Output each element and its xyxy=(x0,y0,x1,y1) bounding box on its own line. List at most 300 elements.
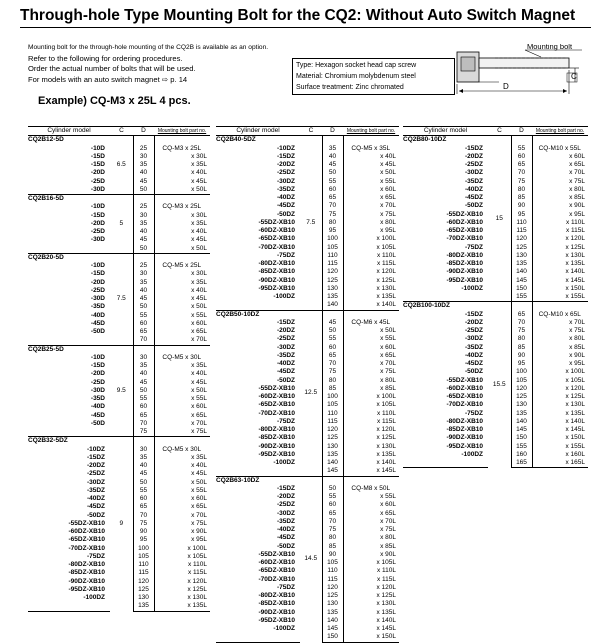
cylinder-model-cell: -95DZ-XB10 xyxy=(258,284,295,292)
d-dimension-cell: 120 xyxy=(511,235,532,243)
d-dimension-cell: 80 xyxy=(322,534,343,542)
bolt-part-cell: x 40L xyxy=(154,462,210,470)
cylinder-model-cell: -70DZ-XB10 xyxy=(446,235,483,243)
cylinder-model-cell: -20DZ xyxy=(464,318,483,326)
cylinder-model-cell: -100DZ xyxy=(461,450,483,458)
bolt-part-cell: x 35L xyxy=(154,220,210,228)
bolt-part-cell: x 110L xyxy=(154,561,210,569)
d-dimension-cell: 115 xyxy=(322,418,343,426)
d-dimension-cell: 35 xyxy=(133,220,154,228)
cylinder-model-cell: -25DZ xyxy=(276,169,295,177)
bolt-part-cell: x 145L xyxy=(343,467,399,476)
cylinder-model-cell: -95DZ-XB10 xyxy=(446,442,483,450)
d-dimension-cell: 125 xyxy=(322,277,343,285)
d-dimension-cell: 65 xyxy=(511,161,532,169)
d-dimension-cell: 45 xyxy=(133,470,154,478)
d-dimension-cell: 150 xyxy=(511,285,532,293)
d-dimension-cell: 35 xyxy=(133,161,154,169)
c-dimension-cell: 15.5 xyxy=(488,302,511,468)
d-dimension-cell: 40 xyxy=(133,169,154,177)
header-d: D xyxy=(322,127,343,136)
cylinder-model-cell: -45DZ xyxy=(276,534,295,542)
cylinder-model-cell: CQ2B63-10DZ xyxy=(216,476,300,485)
d-dimension-cell: 130 xyxy=(511,401,532,409)
cylinder-model-cell: -60DZ-XB10 xyxy=(258,227,295,234)
bolt-part-cell: x 40L xyxy=(154,287,210,295)
cylinder-model-cell: -40DZ xyxy=(86,495,105,502)
cylinder-model-cell: -10D xyxy=(90,144,105,152)
d-dimension-cell: 40 xyxy=(322,153,343,161)
cylinder-model-cell: -30DZ xyxy=(86,478,105,486)
bolt-part-cell: x 120L xyxy=(532,235,588,243)
d-dimension-cell: 135 xyxy=(511,260,532,268)
cylinder-model-cell: -10D xyxy=(90,353,105,361)
d-dimension-cell: 80 xyxy=(511,186,532,194)
d-dimension-cell: 55 xyxy=(133,395,154,403)
bolt-part-cell: x 100L xyxy=(154,545,210,553)
d-dimension-cell: 65 xyxy=(322,510,343,518)
d-dimension-cell: 145 xyxy=(322,467,343,476)
d-dimension-cell: 35 xyxy=(133,279,154,287)
d-dimension-cell: 65 xyxy=(511,311,532,319)
bolt-part-cell: x 70L xyxy=(532,319,588,327)
cylinder-model-cell xyxy=(28,336,110,345)
d-dimension-cell: 135 xyxy=(322,293,343,301)
bolt-part-cell xyxy=(154,136,210,145)
bolt-part-cell: x 65L xyxy=(154,328,210,336)
order-example: Example) CQ-M3 x 25L 4 pcs. xyxy=(38,95,191,107)
bolt-part-cell xyxy=(154,345,210,354)
cylinder-model-cell: CQ2B25-5D xyxy=(28,345,110,354)
cylinder-model-cell: -100DZ xyxy=(83,594,105,601)
bolt-part-cell: x 115L xyxy=(154,569,210,577)
bolt-part-cell: x 130L xyxy=(343,600,399,608)
d-dimension-cell: 100 xyxy=(322,393,343,401)
d-dimension-cell: 100 xyxy=(511,368,532,376)
cylinder-model-cell: -40DZ xyxy=(276,194,295,201)
bolt-part-cell: x 65L xyxy=(343,194,399,202)
d-dimension-cell: 60 xyxy=(511,153,532,161)
cylinder-model-cell: -80DZ-XB10 xyxy=(258,260,295,267)
cylinder-model-cell: -35DZ xyxy=(276,185,295,193)
cylinder-model-cell: -45DZ xyxy=(276,202,295,210)
cylinder-model-cell: CQ2B16-5D xyxy=(28,195,110,204)
bolt-part-cell: CQ-M10 x 55L xyxy=(532,145,588,153)
cylinder-model-cell: -40DZ xyxy=(276,526,295,533)
d-dimension-cell: 105 xyxy=(133,553,154,561)
header-c: C xyxy=(300,127,322,136)
intro-line: For models with an auto switch magnet ⇨ p. 14 xyxy=(28,74,188,84)
cylinder-model-cell: -35DZ xyxy=(464,343,483,351)
bolt-part-cell: x 70L xyxy=(532,169,588,177)
d-dimension-cell: 145 xyxy=(511,426,532,434)
bolt-part-cell: x 135L xyxy=(343,609,399,617)
bolt-part-cell: x 45L xyxy=(343,161,399,169)
d-dimension-cell: 125 xyxy=(322,592,343,600)
d-dimension-cell: 30 xyxy=(133,354,154,362)
d-dimension-cell: 55 xyxy=(133,487,154,495)
bolt-part-cell: x 75L xyxy=(532,327,588,335)
d-dimension-cell: 110 xyxy=(322,252,343,260)
cylinder-model-cell: -10DZ xyxy=(86,445,105,453)
cylinder-model-cell: -95DZ-XB10 xyxy=(258,450,295,458)
bolt-part-cell: x 135L xyxy=(532,260,588,268)
bolt-part-cell: CQ-M5 x 35L xyxy=(343,145,399,153)
bolt-part-cell: x 90L xyxy=(532,352,588,360)
bolt-part-cell: x 35L xyxy=(154,279,210,287)
bolt-part-cell: x 55L xyxy=(154,312,210,320)
cylinder-model-cell: -55DZ-XB10 xyxy=(68,519,105,527)
bolt-part-cell: x 120L xyxy=(343,268,399,276)
d-dimension-cell: 155 xyxy=(511,443,532,451)
bolt-part-cell: x 145L xyxy=(532,426,588,434)
d-dimension-cell: 130 xyxy=(322,443,343,451)
bolt-part-cell: x 130L xyxy=(343,443,399,451)
d-dimension-cell: 40 xyxy=(133,287,154,295)
cylinder-model-cell: -35D xyxy=(90,303,105,311)
bolt-part-cell: x 110L xyxy=(343,410,399,418)
bolt-part-cell: x 150L xyxy=(532,434,588,442)
d-dimension-cell xyxy=(322,310,343,319)
cylinder-model-cell: -80DZ-XB10 xyxy=(446,417,483,425)
d-dimension-cell: 125 xyxy=(322,434,343,442)
cylinder-model-cell: -50D xyxy=(90,328,105,335)
d-dimension-cell: 120 xyxy=(322,426,343,434)
d-dimension-cell: 90 xyxy=(511,202,532,210)
bolt-part-cell: x 55L xyxy=(154,487,210,495)
c-dimension-cell: 6.5 xyxy=(110,136,133,195)
bolt-part-cell: x 35L xyxy=(154,454,210,462)
d-dimension-cell xyxy=(322,136,343,145)
cylinder-model-cell: -25D xyxy=(90,177,105,185)
c-dimension-cell: 15 xyxy=(488,136,511,302)
bolt-part-cell: x 65L xyxy=(343,352,399,360)
cylinder-model-cell: -25DZ xyxy=(276,501,295,509)
d-dimension-cell: 45 xyxy=(322,161,343,169)
d-dimension-cell: 110 xyxy=(322,410,343,418)
bolt-part-cell: x 30L xyxy=(154,153,210,161)
bolt-part-cell: x 110L xyxy=(343,252,399,260)
bolt-part-cell: x 140L xyxy=(343,301,399,310)
d-dimension-cell: 30 xyxy=(133,446,154,454)
cylinder-model-cell: -65DZ-XB10 xyxy=(258,401,295,409)
d-dimension-cell: 50 xyxy=(133,245,154,254)
cylinder-model-cell: -50DZ xyxy=(276,210,295,218)
table-row xyxy=(28,253,210,262)
d-dimension-cell: 105 xyxy=(322,244,343,252)
bolt-part-cell: x 45L xyxy=(154,295,210,303)
header-d: D xyxy=(133,127,154,136)
d-dimension-cell: 30 xyxy=(133,212,154,220)
cylinder-model-cell: -30DZ xyxy=(464,169,483,177)
cylinder-model-cell: -90DZ-XB10 xyxy=(446,268,483,276)
bolt-part-cell: x 50L xyxy=(343,169,399,177)
bolt-part-cell: x 65L xyxy=(343,510,399,518)
cylinder-model-cell: CQ2B80-10DZ xyxy=(403,136,488,145)
spec-surface: Surface treatment: Zinc chromated xyxy=(296,84,404,91)
cylinder-model-cell: -20DZ xyxy=(276,493,295,500)
bolt-part-cell: x 120L xyxy=(343,584,399,592)
d-dimension-cell: 90 xyxy=(133,528,154,536)
mounting-bolt-diagram xyxy=(455,44,585,100)
bolt-part-cell: x 145L xyxy=(343,625,399,633)
c-dimension-cell: 7.5 xyxy=(300,136,322,310)
cylinder-model-cell: -95DZ-XB10 xyxy=(68,585,105,593)
d-dimension-cell: 65 xyxy=(322,352,343,360)
cylinder-model-cell: -40DZ xyxy=(464,185,483,193)
bolt-part-cell: x 115L xyxy=(343,576,399,584)
d-dimension-cell: 135 xyxy=(322,451,343,459)
d-dimension-cell: 55 xyxy=(511,145,532,153)
bolt-part-cell: x 80L xyxy=(343,219,399,227)
cylinder-model-cell: -15D xyxy=(90,362,105,369)
cylinder-model-cell: -40D xyxy=(90,403,105,411)
bolt-table xyxy=(28,126,210,612)
d-dimension-cell: 120 xyxy=(511,385,532,393)
bolt-part-cell: x 50L xyxy=(343,327,399,335)
cylinder-model-cell: -10DZ xyxy=(276,144,295,152)
d-dimension-cell: 35 xyxy=(133,454,154,462)
d-dimension-cell: 25 xyxy=(133,262,154,270)
cylinder-model-cell: -15DZ xyxy=(276,318,295,326)
bolt-part-cell xyxy=(343,476,399,485)
cylinder-model-cell: -50DZ xyxy=(464,368,483,376)
cylinder-model-cell: CQ2B20-5D xyxy=(28,253,110,262)
cylinder-model-cell xyxy=(28,602,110,611)
cylinder-model-cell: -65DZ-XB10 xyxy=(258,567,295,575)
cylinder-model-cell: -100DZ xyxy=(461,284,483,292)
c-dimension-cell: 9 xyxy=(110,437,133,611)
bolt-part-cell: CQ-M5 x 25L xyxy=(154,262,210,270)
d-dimension-cell: 140 xyxy=(322,459,343,467)
d-dimension-cell: 130 xyxy=(511,252,532,260)
table-row xyxy=(28,437,210,446)
d-dimension-cell: 25 xyxy=(133,145,154,153)
bolt-part-cell: x 70L xyxy=(154,512,210,520)
bolt-part-cell: x 85L xyxy=(343,543,399,551)
cylinder-model-cell: -55DZ-XB10 xyxy=(258,384,295,392)
bolt-part-cell: x 55L xyxy=(154,395,210,403)
bolt-part-cell: x 75L xyxy=(343,368,399,376)
bolt-part-cell: CQ-M5 x 30L xyxy=(154,354,210,362)
cylinder-model-cell: -35DZ xyxy=(276,351,295,359)
bolt-part-cell: x 140L xyxy=(532,268,588,276)
d-dimension-cell: 30 xyxy=(133,270,154,278)
dim-c-label: C xyxy=(571,72,577,81)
bolt-part-cell: x 50L xyxy=(154,303,210,311)
d-dimension-cell: 130 xyxy=(133,594,154,602)
bolt-part-cell: x 75L xyxy=(343,211,399,219)
cylinder-model-cell: -45DZ xyxy=(276,368,295,376)
bolt-part-cell: x 125L xyxy=(343,434,399,442)
header-cylinder-model: Cylinder model xyxy=(216,127,300,136)
cylinder-model-cell: -80DZ-XB10 xyxy=(68,561,105,568)
bolt-part-cell xyxy=(154,195,210,204)
bolt-part-cell: x 120L xyxy=(532,385,588,393)
d-dimension-cell: 145 xyxy=(511,277,532,285)
bolt-shank-shape xyxy=(479,58,569,68)
cylinder-model-cell: -100DZ xyxy=(273,459,295,466)
bolt-part-cell: x 75L xyxy=(154,428,210,437)
bolt-part-cell: x 60L xyxy=(343,344,399,352)
d-dimension-cell: 75 xyxy=(511,327,532,335)
bolt-part-cell: x 65L xyxy=(154,412,210,420)
d-dimension-cell: 145 xyxy=(322,625,343,633)
bolt-part-cell: x 80L xyxy=(343,534,399,542)
bolt-part-cell: x 70L xyxy=(343,202,399,210)
bolt-part-cell: x 60L xyxy=(154,320,210,328)
bolt-part-cell: CQ-M5 x 30L xyxy=(154,446,210,454)
d-dimension-cell: 60 xyxy=(133,495,154,503)
table-row xyxy=(403,302,588,311)
cylinder-model-cell: CQ2B100-10DZ xyxy=(403,302,488,311)
table-row xyxy=(216,136,399,145)
bolt-part-cell: CQ-M8 x 50L xyxy=(343,485,399,493)
d-dimension-cell: 80 xyxy=(511,335,532,343)
bolt-part-cell xyxy=(532,136,588,145)
d-dimension-cell xyxy=(511,136,532,145)
bolt-part-cell: x 100L xyxy=(343,393,399,401)
d-dimension-cell: 85 xyxy=(511,344,532,352)
bolt-part-cell: x 140L xyxy=(532,418,588,426)
c-dimension-cell: 14.5 xyxy=(300,476,322,642)
d-dimension-cell xyxy=(133,195,154,204)
cylinder-model-cell: -40DZ xyxy=(464,351,483,359)
cylinder-model-cell: -15DZ xyxy=(276,484,295,492)
bolt-part-cell: x 120L xyxy=(154,578,210,586)
cylinder-model-cell: -75DZ xyxy=(276,583,295,591)
bolt-part-cell: x 80L xyxy=(532,335,588,343)
bolt-part-cell: x 125L xyxy=(343,277,399,285)
d-dimension-cell: 80 xyxy=(322,219,343,227)
cylinder-model-cell xyxy=(216,301,300,310)
bolt-part-cell: x 150L xyxy=(532,285,588,293)
bolt-part-cell: x 105L xyxy=(343,244,399,252)
cylinder-model-cell: -25D xyxy=(90,378,105,386)
bolt-part-cell: x 160L xyxy=(532,451,588,459)
cylinder-model-cell: -30D xyxy=(90,386,105,394)
cylinder-model-cell: CQ2B40-5DZ xyxy=(216,136,300,145)
cylinder-model-cell: -75DZ xyxy=(464,409,483,417)
intro-line: Refer to the following for ordering procedures. xyxy=(28,53,183,63)
d-dimension-cell: 50 xyxy=(133,479,154,487)
cylinder-model-cell: -20DZ xyxy=(276,161,295,168)
bolt-part-cell: x 75L xyxy=(154,520,210,528)
d-dimension-cell: 85 xyxy=(322,385,343,393)
table-row xyxy=(403,136,588,145)
cylinder-model-cell: -75DZ xyxy=(464,243,483,251)
cylinder-model-cell: CQ2B50-10DZ xyxy=(216,310,300,319)
d-dimension-cell: 160 xyxy=(511,451,532,459)
table-row xyxy=(28,195,210,204)
cylinder-model-cell: -75DZ xyxy=(86,552,105,560)
bolt-part-cell: x 130L xyxy=(532,252,588,260)
cylinder-model-cell: -25DZ xyxy=(464,327,483,334)
cylinder-model-cell: -55DZ-XB10 xyxy=(446,210,483,218)
cylinder-model-cell: -25DZ xyxy=(276,335,295,343)
bolt-part-cell: x 95L xyxy=(532,211,588,219)
cylinder-model-cell: -15DZ xyxy=(86,453,105,461)
cylinder-model-cell: -15DZ xyxy=(464,310,483,318)
d-dimension-cell: 60 xyxy=(322,186,343,194)
page-title: Through-hole Type Mounting Bolt for the CQ2: Without Auto Switch Magnet xyxy=(20,6,591,28)
d-dimension-cell: 70 xyxy=(322,360,343,368)
d-dimension-cell: 135 xyxy=(322,609,343,617)
bolt-part-cell: x 60L xyxy=(154,495,210,503)
cylinder-model-cell: -35DZ xyxy=(464,177,483,185)
table-row xyxy=(216,310,399,319)
d-dimension-cell: 65 xyxy=(133,412,154,420)
bolt-part-cell: x 70L xyxy=(154,336,210,345)
leader-line xyxy=(525,50,541,57)
cylinder-model-cell: -35D xyxy=(90,395,105,402)
cylinder-model-cell: -90DZ-XB10 xyxy=(68,577,105,585)
cylinder-model-cell: -85DZ-XB10 xyxy=(258,600,295,608)
cylinder-model-cell xyxy=(28,428,110,437)
d-dimension-cell: 130 xyxy=(322,285,343,293)
d-dimension-cell: 60 xyxy=(322,501,343,509)
cylinder-model-cell: -95DZ-XB10 xyxy=(258,616,295,624)
d-dimension-cell: 150 xyxy=(322,633,343,642)
cylinder-model-cell: -50DZ xyxy=(276,376,295,384)
cylinder-model-cell: -45D xyxy=(90,319,105,327)
bolt-part-cell: x 100L xyxy=(532,368,588,376)
d-dimension-cell: 140 xyxy=(511,418,532,426)
cylinder-model-cell: -45DZ xyxy=(464,194,483,201)
d-dimension-cell xyxy=(133,345,154,354)
d-dimension-cell: 30 xyxy=(133,153,154,161)
bolt-part-cell: CQ-M6 x 45L xyxy=(343,319,399,327)
d-dimension-cell: 125 xyxy=(511,393,532,401)
cylinder-model-cell: -55DZ-XB10 xyxy=(258,550,295,558)
cylinder-model-cell: -65DZ-XB10 xyxy=(68,536,105,544)
d-dimension-cell: 70 xyxy=(322,202,343,210)
cylinder-model-cell: -65DZ-XB10 xyxy=(446,393,483,400)
d-dimension-cell: 135 xyxy=(133,602,154,611)
bolt-part-cell: x 150L xyxy=(343,633,399,642)
cylinder-model-cell: -90DZ-XB10 xyxy=(258,608,295,616)
cylinder-model-cell: -70DZ-XB10 xyxy=(446,401,483,409)
d-dimension-cell: 70 xyxy=(133,512,154,520)
cylinder-model-cell: -15DZ xyxy=(464,144,483,152)
d-dimension-cell: 70 xyxy=(133,336,154,345)
cylinder-model-cell: -20DZ xyxy=(276,327,295,334)
cylinder-model-cell: -50D xyxy=(90,419,105,427)
bolt-part-cell: x 35L xyxy=(154,161,210,169)
d-dimension-cell: 120 xyxy=(133,578,154,586)
d-dimension-cell: 45 xyxy=(133,236,154,244)
bolt-part-cell: x 95L xyxy=(154,536,210,544)
bolt-part-cell: x 60L xyxy=(343,186,399,194)
bolt-part-cell: x 135L xyxy=(343,451,399,459)
d-dimension-cell: 110 xyxy=(322,567,343,575)
d-dimension-cell: 75 xyxy=(133,428,154,437)
bolt-part-cell xyxy=(532,302,588,311)
cylinder-model-cell: -30D xyxy=(90,295,105,302)
cylinder-model-cell: -70DZ-XB10 xyxy=(258,575,295,583)
cylinder-model-cell xyxy=(403,293,488,302)
cylinder-model-cell xyxy=(28,245,110,254)
d-dimension-cell: 150 xyxy=(511,434,532,442)
bolt-part-cell xyxy=(343,136,399,145)
cylinder-model-cell: -30DZ xyxy=(276,509,295,517)
cylinder-model-cell: -15D xyxy=(90,152,105,160)
d-dimension-cell: 70 xyxy=(133,420,154,428)
cylinder-model-cell: -10D xyxy=(90,203,105,211)
bolt-part-cell: x 110L xyxy=(343,567,399,575)
cylinder-model-cell: -20D xyxy=(90,370,105,378)
bolt-part-cell: CQ-M10 x 65L xyxy=(532,311,588,319)
